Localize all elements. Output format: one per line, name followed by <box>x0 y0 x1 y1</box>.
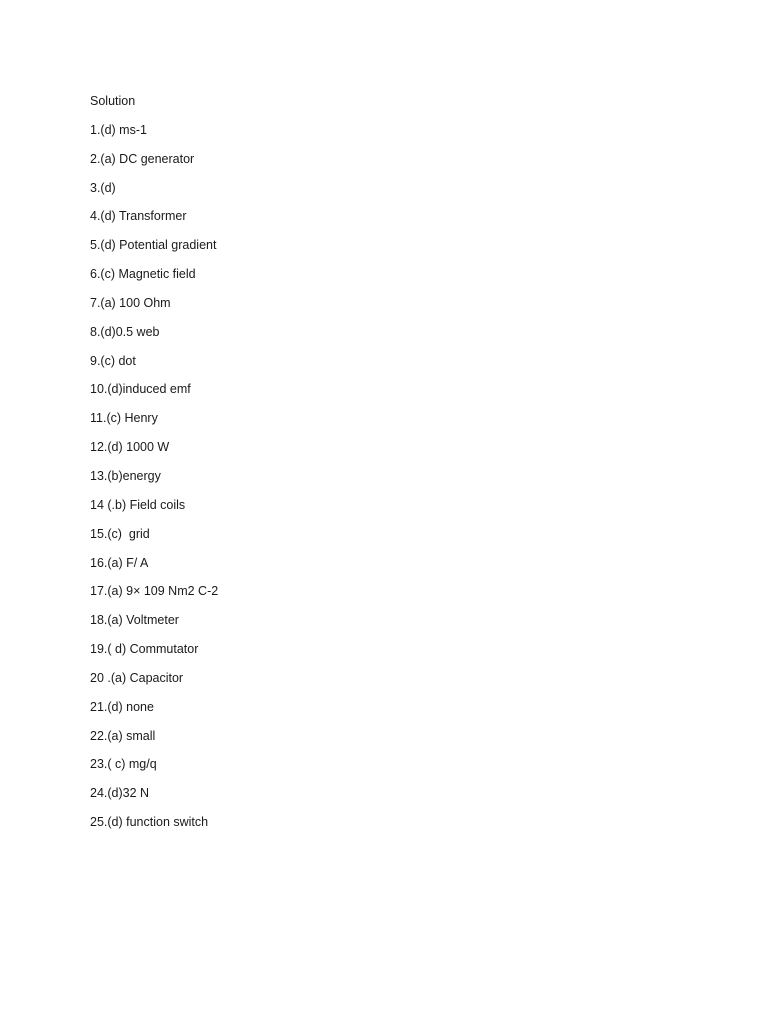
answer-line: 24.(d)32 N <box>90 786 150 801</box>
page-title: Solution <box>90 94 136 108</box>
answer-line: 22.(a) small <box>90 728 156 743</box>
answer-line: 8.(d)0.5 web <box>90 324 160 339</box>
answer-line: 13.(b)energy <box>90 468 161 483</box>
answer-line: 7.(a) 100 Ohm <box>90 295 171 310</box>
answer-line: 2.(a) DC generator <box>90 151 195 166</box>
answer-key <box>90 92 690 842</box>
answer-line: 5.(d) Potential gradient <box>90 238 217 253</box>
answer-line: 3.(d) <box>90 180 116 195</box>
answer-line: 23.( c) mg/q <box>90 757 157 772</box>
answer-line: 18.(a) Voltmeter <box>90 613 179 628</box>
answer-line: 9.(c) dot <box>90 353 136 368</box>
answer-line: 10.(d)induced emf <box>90 382 191 397</box>
answer-line: 12.(d) 1000 W <box>90 440 170 455</box>
answer-line: 21.(d) none <box>90 699 154 714</box>
answer-line: 11.(c) Henry <box>90 411 158 426</box>
answer-line: 15.(c) grid <box>90 526 150 541</box>
answer-line: 16.(a) F/ A <box>90 555 149 570</box>
answer-line: 17.(a) 9× 109 Nm2 C-2 <box>90 584 219 599</box>
answer-line: 4.(d) Transformer <box>90 209 187 224</box>
answer-line: 6.(c) Magnetic field <box>90 267 196 282</box>
answer-line: 14 (.b) Field coils <box>90 497 186 512</box>
answer-line: 20 .(a) Capacitor <box>90 670 184 685</box>
answer-line: 25.(d) function switch <box>90 815 209 830</box>
answer-line: 19.( d) Commutator <box>90 642 199 657</box>
answer-line: 1.(d) ms-1 <box>90 122 147 137</box>
